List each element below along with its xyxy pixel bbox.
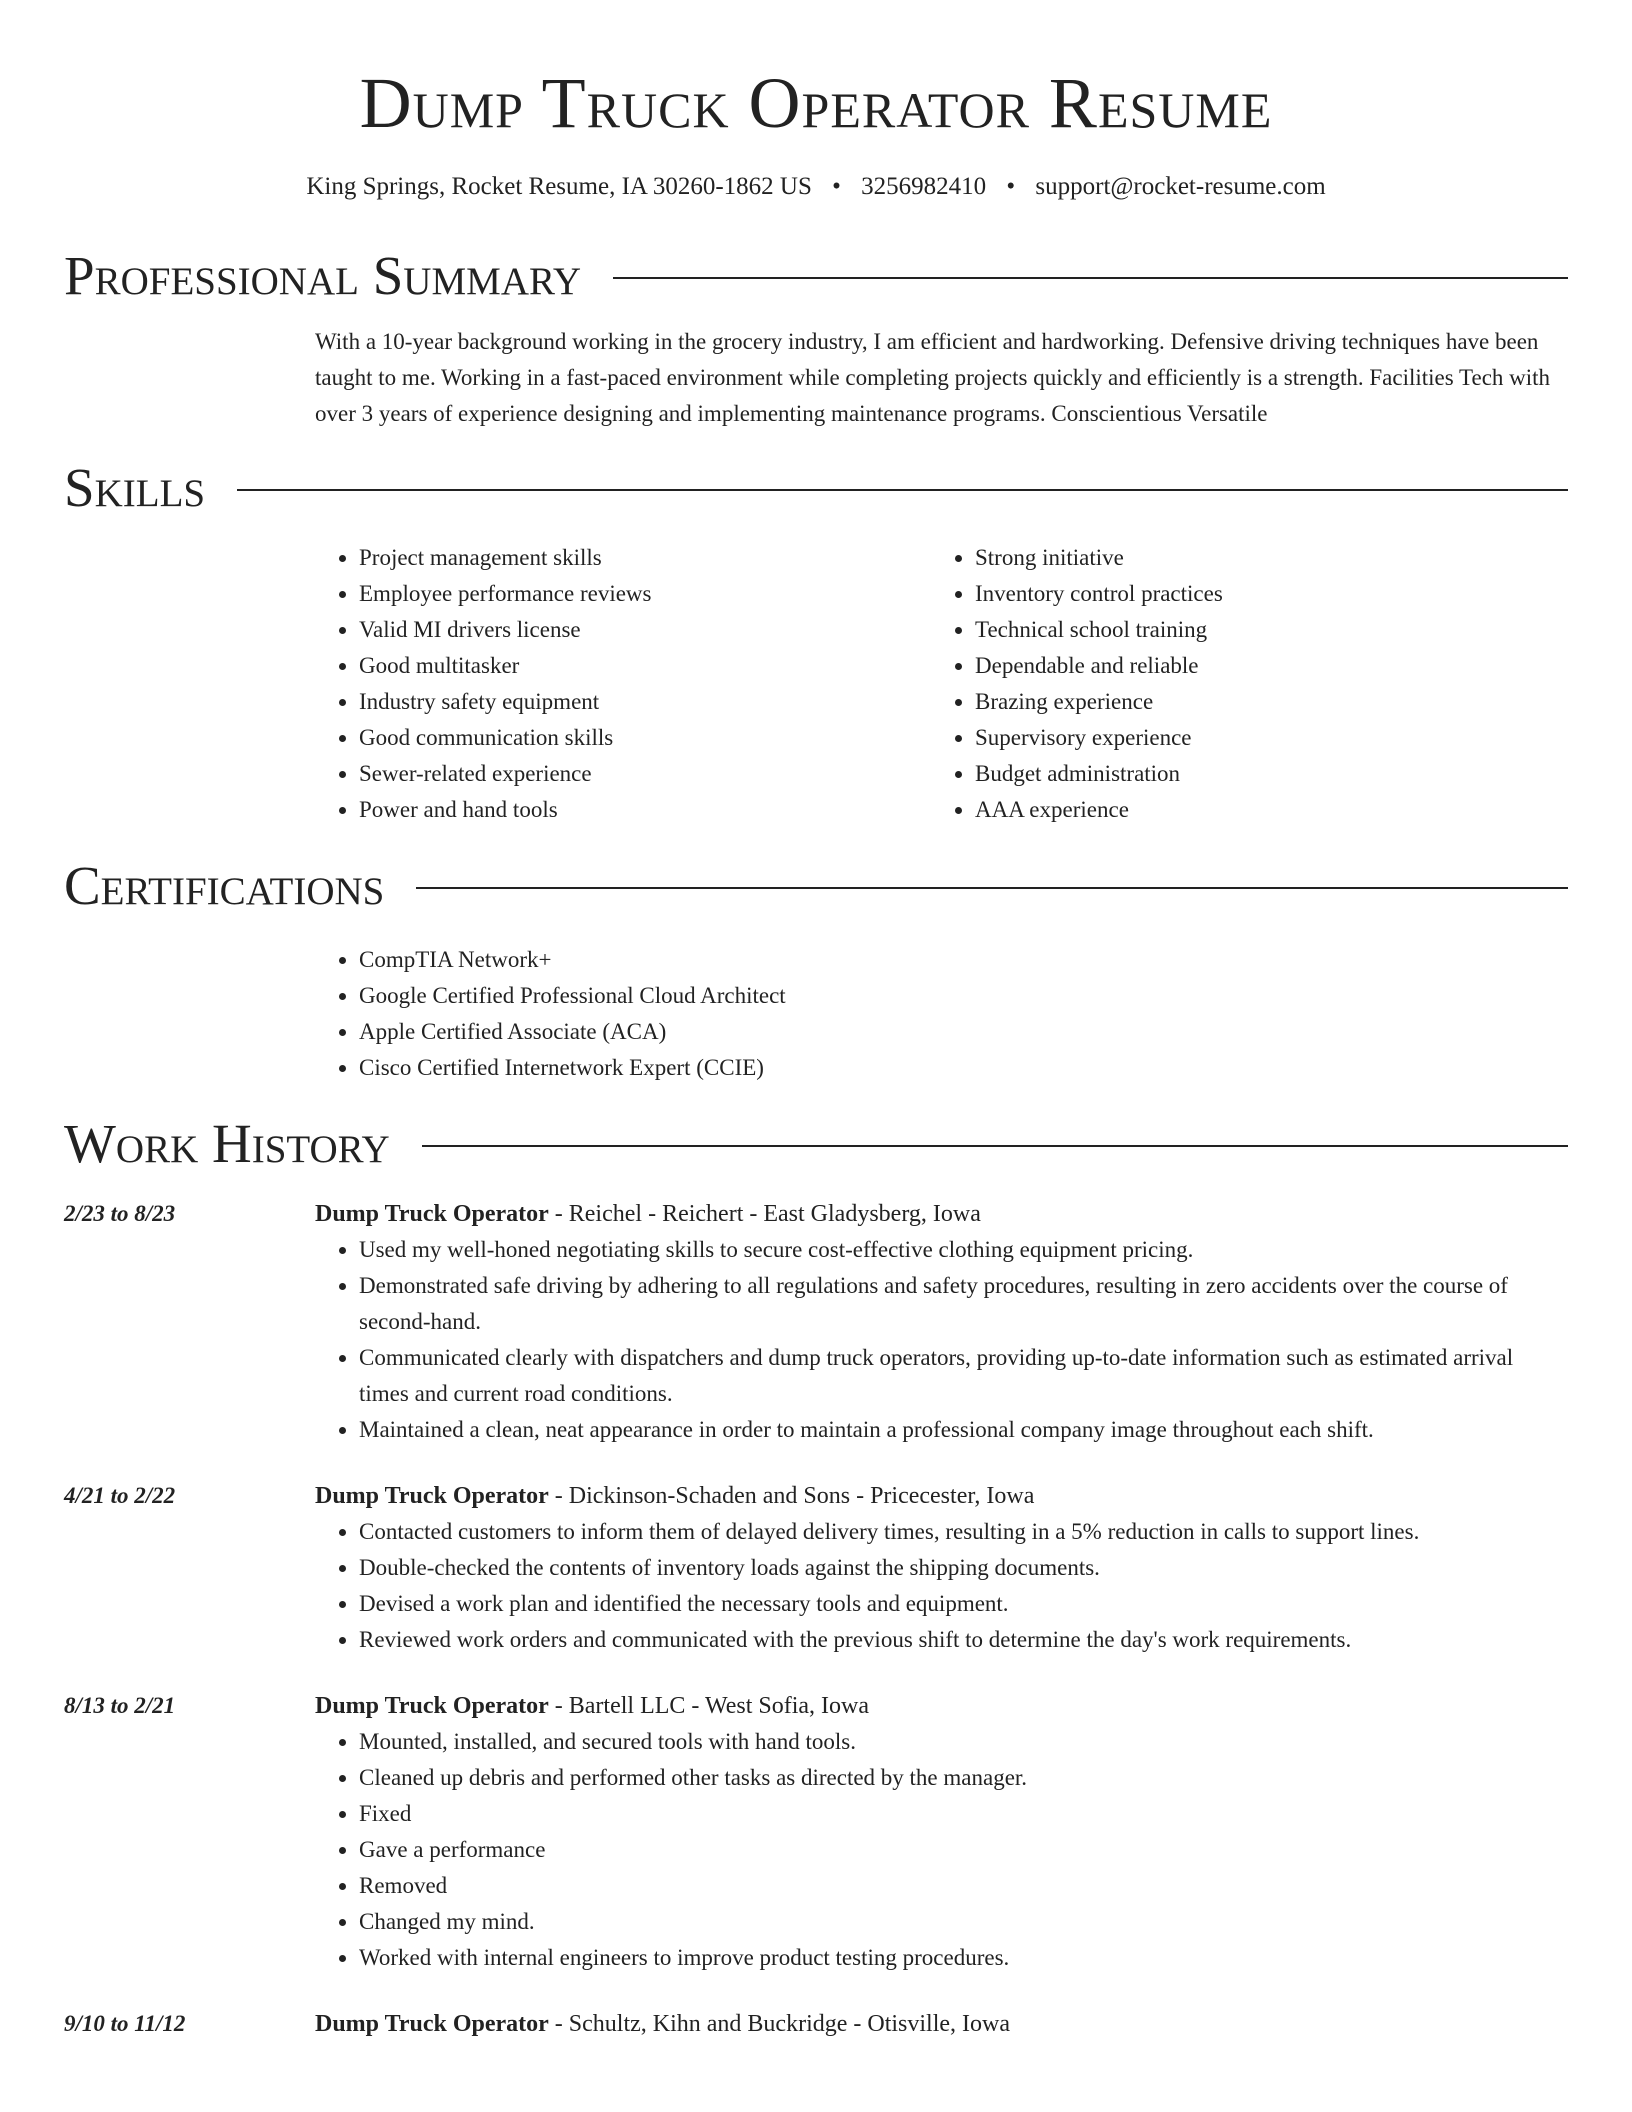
job-dates: 2/23 to 8/23 xyxy=(64,1201,176,1226)
contact-email: support@rocket-resume.com xyxy=(1035,173,1326,200)
summary-heading xyxy=(64,246,1568,306)
job-dates: 8/13 to 2/21 xyxy=(64,1693,176,1718)
list-item: • CompTIA Network+ xyxy=(359,942,1568,978)
list-item: • Google Certified Professional Cloud Architect xyxy=(359,978,1568,1014)
job-employer: - Reichel - Reichert - East Gladysberg, Iowa xyxy=(548,1201,981,1227)
job-duties-list xyxy=(315,1514,1568,1658)
summary-title: Professional Summary xyxy=(64,245,582,306)
certifications-title: Certifications xyxy=(64,855,385,916)
list-item: • Valid MI drivers license xyxy=(359,612,931,648)
list-item: • Mounted, installed, and secured tools with hand tools. xyxy=(359,1724,1568,1760)
list-item: • Good multitasker xyxy=(359,648,931,684)
section-divider xyxy=(422,1145,1568,1147)
list-item: • Removed xyxy=(359,1868,1568,1904)
skills-columns xyxy=(315,540,1568,828)
list-item: • Gave a performance xyxy=(359,1832,1568,1868)
contact-separator: • xyxy=(832,173,841,200)
work-history-section xyxy=(64,1114,1568,2042)
skills-heading xyxy=(64,458,1568,518)
job-employer: - Dickinson-Schaden and Sons - Pricecester, Iowa xyxy=(548,1483,1035,1509)
job-heading xyxy=(315,2006,1568,2042)
contact-line xyxy=(64,170,1568,204)
list-item: • Changed my mind. xyxy=(359,1904,1568,1940)
list-item: • Industry safety equipment xyxy=(359,684,931,720)
list-item: • Dependable and reliable xyxy=(975,648,1547,684)
job-entry xyxy=(64,2006,1568,2042)
job-entry xyxy=(64,1688,1568,1976)
list-item: • Sewer-related experience xyxy=(359,756,931,792)
resume-page xyxy=(64,0,1568,2042)
job-title: Dump Truck Operator xyxy=(315,1201,549,1227)
skills-list-left xyxy=(315,540,931,828)
list-item: • Inventory control practices xyxy=(975,576,1547,612)
job-heading xyxy=(315,1478,1568,1514)
job-dates: 4/21 to 2/22 xyxy=(64,1483,176,1508)
certifications-heading xyxy=(64,856,1568,916)
list-item: • Cisco Certified Internetwork Expert (CCIE) xyxy=(359,1050,1568,1086)
job-title: Dump Truck Operator xyxy=(315,1483,549,1509)
resume-header xyxy=(64,0,1568,204)
job-dates: 9/10 to 11/12 xyxy=(64,2011,186,2036)
list-item: • Supervisory experience xyxy=(975,720,1547,756)
job-entry xyxy=(64,1196,1568,1448)
list-item: • Devised a work plan and identified the necessary tools and equipment. xyxy=(359,1586,1568,1622)
skills-section xyxy=(64,458,1568,828)
skills-column-left xyxy=(315,540,931,828)
list-item: • Power and hand tools xyxy=(359,792,931,828)
job-duties-list xyxy=(315,1232,1568,1448)
list-item: • Apple Certified Associate (ACA) xyxy=(359,1014,1568,1050)
certifications-section xyxy=(64,856,1568,1086)
list-item: • Communicated clearly with dispatchers and dump truck operators, providing up-to-date information such as estimated arrival times and current road conditions. xyxy=(359,1340,1568,1412)
list-item: • Worked with internal engineers to improve product testing procedures. xyxy=(359,1940,1568,1976)
job-body xyxy=(315,1688,1568,1976)
summary-text: With a 10-year background working in the grocery industry, I am efficient and hardworking. Defensive driving techniques have been taught to me. Working in a fast-paced environment while completing projects quickly and efficiently is a strength. Facilities Tech with over 3 years of experience designing and implementing maintenance programs. Conscientious Versatile xyxy=(315,329,1551,426)
work-history-list xyxy=(64,1196,1568,2042)
list-item: • Strong initiative xyxy=(975,540,1547,576)
section-divider xyxy=(613,277,1568,279)
job-body xyxy=(315,1478,1568,1658)
list-item: • Maintained a clean, neat appearance in order to maintain a professional company image throughout each shift. xyxy=(359,1412,1568,1448)
work-history-heading xyxy=(64,1114,1568,1174)
skills-title: Skills xyxy=(64,457,206,518)
job-duties-list xyxy=(315,1724,1568,1976)
list-item: • Brazing experience xyxy=(975,684,1547,720)
job-body xyxy=(315,2006,1568,2042)
job-employer: - Bartell LLC - West Sofia, Iowa xyxy=(548,1693,869,1719)
skills-list-right xyxy=(931,540,1547,828)
skills-column-right xyxy=(931,540,1547,828)
list-item: • Cleaned up debris and performed other tasks as directed by the manager. xyxy=(359,1760,1568,1796)
job-heading xyxy=(315,1688,1568,1724)
job-entry xyxy=(64,1478,1568,1658)
list-item: • Reviewed work orders and communicated with the previous shift to determine the day's work requirements. xyxy=(359,1622,1568,1658)
list-item: • Double-checked the contents of inventory loads against the shipping documents. xyxy=(359,1550,1568,1586)
list-item: • Demonstrated safe driving by adhering to all regulations and safety procedures, resulting in zero accidents over the course of second-hand. xyxy=(359,1268,1568,1340)
job-body xyxy=(315,1196,1568,1448)
summary-section xyxy=(64,246,1568,432)
certifications-list xyxy=(315,942,1568,1086)
job-heading xyxy=(315,1196,1568,1232)
contact-separator: • xyxy=(1006,173,1016,200)
job-title: Dump Truck Operator xyxy=(315,2011,549,2037)
list-item: • Good communication skills xyxy=(359,720,931,756)
list-item: • Employee performance reviews xyxy=(359,576,931,612)
list-item: • Contacted customers to inform them of delayed delivery times, resulting in a 5% reduction in calls to support lines. xyxy=(359,1514,1568,1550)
job-employer: - Schultz, Kihn and Buckridge - Otisville, Iowa xyxy=(548,2011,1011,2037)
resume-title: Dump Truck Operator Resume xyxy=(359,63,1273,143)
list-item: • Fixed xyxy=(359,1796,1568,1832)
list-item: • Project management skills xyxy=(359,540,931,576)
list-item: • AAA experience xyxy=(975,792,1547,828)
job-title: Dump Truck Operator xyxy=(315,1693,549,1719)
section-divider xyxy=(416,887,1568,889)
list-item: • Budget administration xyxy=(975,756,1547,792)
section-divider xyxy=(237,489,1568,491)
list-item: • Used my well-honed negotiating skills to secure cost-effective clothing equipment pricing. xyxy=(359,1232,1568,1268)
contact-phone: 3256982410 xyxy=(861,173,987,200)
work-history-title: Work History xyxy=(64,1113,390,1174)
contact-address: King Springs, Rocket Resume, IA 30260-1862 US xyxy=(306,173,812,200)
list-item: • Technical school training xyxy=(975,612,1547,648)
